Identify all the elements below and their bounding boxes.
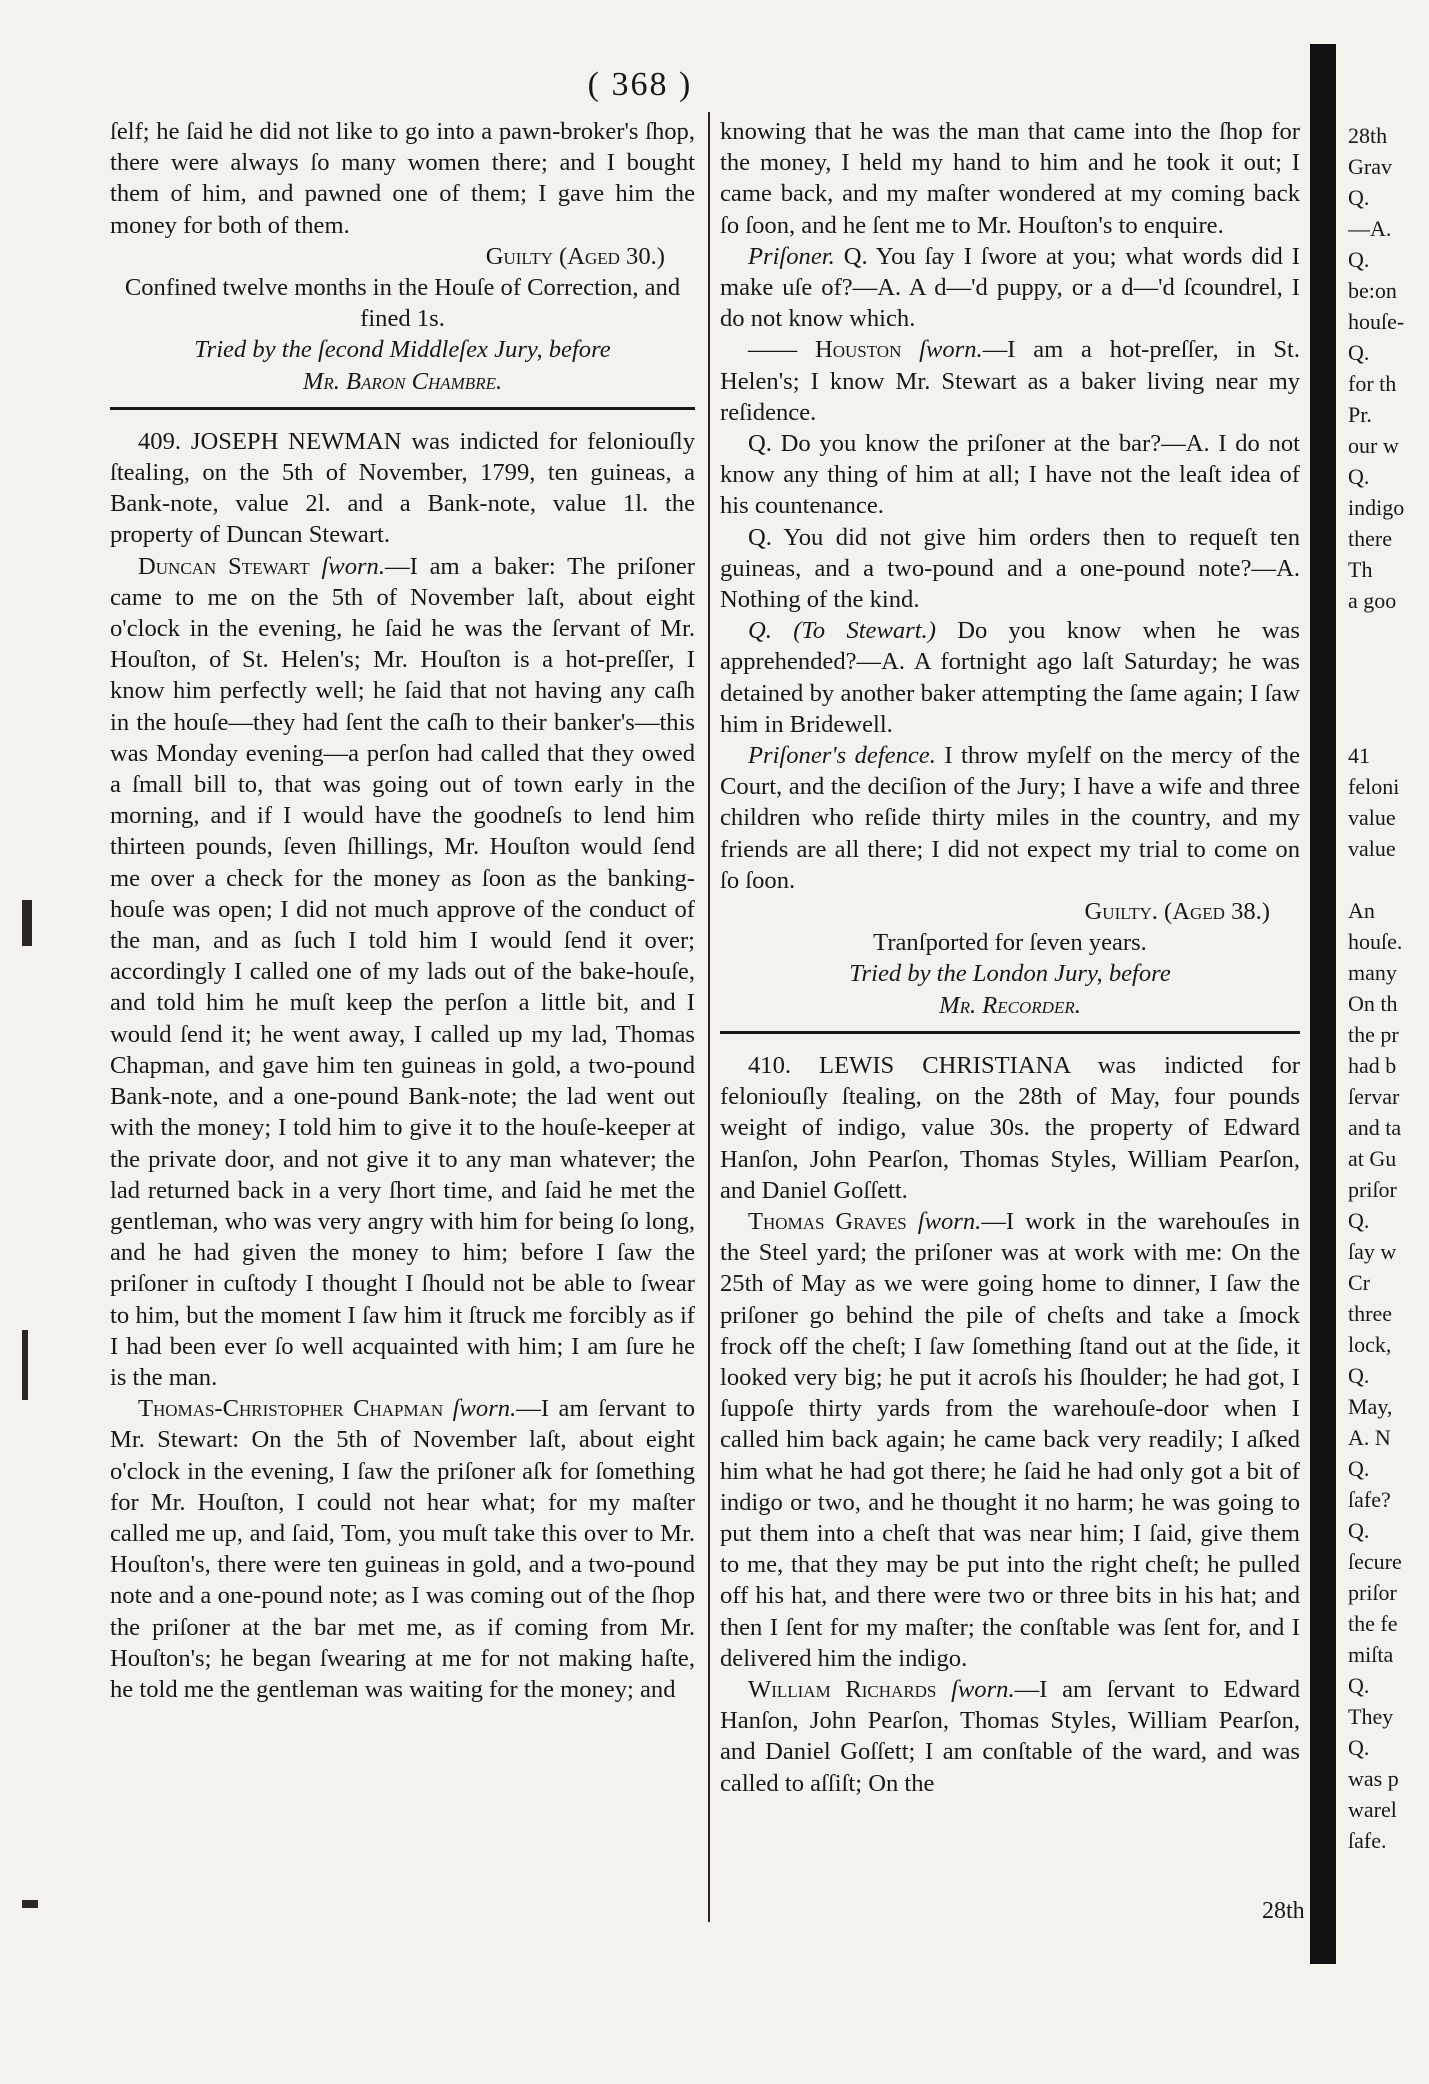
verdict: Guilty. (Aged 38.) [1084,898,1270,926]
defence-text: I throw myſelf on the mercy of the Court, and the deciſion of the Jury; I have a wife and three children who reſide thirty miles in the country, and my friends are all there; I did not expect my trial to come on ſo ſoon. [720,742,1300,894]
bleed-fragment: at Gu [1348,1146,1397,1171]
paragraph: knowing that he was the man that came into the ſhop for the money, I held my hand to him and he took it out; I came back, and my maſter wondered at my coming back ſo ſoon, and he ſent me to Mr. Houſton's to enquire. [720,118,1300,239]
bleed-fragment: Pr. [1348,402,1372,427]
bleed-fragment: feloni [1348,774,1400,799]
bleed-fragment: miſta [1348,1642,1394,1667]
testimony-text: —I am ſervant to Mr. Stewart: On the 5th of November laſt, about eight o'clock in the evening, I ſaw the priſoner aſk for ſomething for Mr. Houſton, I could not hear what; for my maſter called me up, and ſaid, Tom, you muſt take this over to Mr. Houſton's, there were ten guineas in gold, and a two-pound note and a one-pound note; as I was coming out of the ſhop the priſoner at the bar met me, as if coming from Mr. Houſton's; he began ſwearing at me for not making haſte, he told me the gentleman was waiting for the money; and [110,1395,695,1703]
speaker-label: Q. (To Stewart.) [748,617,936,645]
judge: Mr. Baron Chambre. [302,367,503,395]
trial-note: Tried by the London Jury, before [849,960,1171,988]
bleed-fragment: priſor [1348,1580,1397,1605]
bleed-fragment: Q. [1348,1456,1370,1481]
bleed-fragment: Q. [1348,340,1370,365]
right-column [720,116,1300,1799]
bleed-fragment: Q. [1348,185,1370,210]
bleed-fragment [1348,616,1428,647]
question-text: Do you know when he was apprehended?—A. A fortnight ago laſt Saturday; he was detained by another baker attempting the ſame again; I ſaw him in Bridewell. [720,617,1300,738]
bleed-fragment: be:on [1348,278,1397,303]
bleed-fragment: warel [1348,1797,1397,1822]
judge: Mr. Recorder. [939,991,1081,1019]
testimony [720,334,1300,428]
witness-name: Thomas-Christopher Chapman [138,1395,444,1423]
bleed-fragment: On th [1348,991,1398,1016]
bleed-fragment: our w [1348,433,1399,458]
bleed-fragment: An [1348,898,1375,923]
testimony [720,1674,1300,1799]
bleed-fragment: Q. [1348,1518,1370,1543]
catchword: 28th [1262,1898,1305,1924]
bleed-fragment [1348,864,1428,895]
bleed-fragment: the pr [1348,1022,1399,1047]
verdict: Guilty (Aged 30.) [485,242,665,270]
bleed-fragment: Q. [1348,1208,1370,1233]
sworn-label: ſworn. [951,1675,1015,1703]
testimony [110,551,695,1393]
bleed-fragment: ſecure [1348,1549,1402,1574]
bleed-fragment: Q. [1348,1363,1370,1388]
bleed-fragment: Grav [1348,154,1392,179]
page-edge-shadow [1310,44,1336,1964]
bleed-fragment: They [1348,1704,1394,1729]
bleed-fragment: houſe. [1348,929,1403,954]
bleed-fragment: had b [1348,1053,1397,1078]
bleed-fragment: Th [1348,557,1373,582]
bleed-fragment: the fe [1348,1611,1398,1636]
bleed-fragment: ſay w [1348,1239,1397,1264]
bleed-fragment: 28th [1348,123,1388,148]
margin-speck [22,1330,28,1400]
case-heading: 410. LEWIS CHRISTIANA was indicted for feloniouſly ſtealing, on the 28th of May, four pounds weight of indigo, value 30s. the property of Edward Hanſon, John Pearſon, Thomas Styles, William Pearſon, and Daniel Goſſett. [720,1051,1300,1204]
testimony [110,1393,695,1705]
bleed-fragment [1348,678,1428,709]
witness-name: William Richards [748,1675,937,1703]
witness-name: Thomas Graves [748,1207,907,1235]
bleed-fragment: —A. [1348,216,1392,241]
bleed-fragment: Q. [1348,1673,1370,1698]
bleed-fragment: Q. [1348,247,1370,272]
bleed-fragment: A. N [1348,1425,1391,1450]
section-rule [720,1031,1300,1034]
witness-name: —— Houston [748,336,902,364]
sworn-label: ſworn. [919,336,983,364]
page-number: ( 368 ) [587,66,693,103]
testimony [720,1206,1300,1674]
bleed-fragment: value [1348,836,1396,861]
margin-speck [22,900,32,946]
paragraph: ſelf; he ſaid he did not like to go into a pawn-broker's ſhop, there were always ſo many women there; and I bought them of him, and pawned one of them; I gave him the money for both of them. [110,118,695,239]
bleed-fragment: many [1348,960,1397,985]
left-column [110,116,695,1705]
bleed-fragment: ſafe. [1348,1828,1387,1853]
witness-name: Duncan Stewart [138,552,310,580]
bleed-fragment [1348,709,1428,740]
bleed-fragment: was p [1348,1766,1399,1791]
column-divider [708,112,710,1922]
question-text: Q. You ſay I ſwore at you; what words did I make uſe of?—A. A d—'d puppy, or a d—'d ſcoundrel, I do not know which. [720,242,1300,333]
testimony [720,241,1300,335]
defence [720,740,1300,896]
sworn-label: ſworn. [321,552,386,580]
speaker-label: Priſoner. [748,242,835,270]
testimony-text: —I am a baker: The priſoner came to me on the 5th of November laſt, about eight o'clock in the evening, he ſaid he was the ſervant of Mr. Houſton, of St. Helen's; Mr. Houſton is a hot-preſſer, I know him perfectly well; he ſaid that not having any caſh in the houſe—they had ſent the caſh to their banker's—this was Monday evening—a perſon had called that they owed a ſmall bill to, that was going out of town early in the morning, and if I would have the goodneſs to lend him thirteen pounds, ſeven ſhillings, Mr. Houſton would ſend me over a check for the money as ſoon as the banking-houſe was open; I did not much approve of the conduct of the man, and as ſuch I told him I would ſend it over; accordingly I called one of my lads out of the bake-houſe, and told him he muſt keep the perſon a little bit, and I would ſend it; he went away, I called up my lad, Thomas Chapman, and gave him ten guineas in gold, a two-pound Bank-note, and a one-pound Bank-note; the lad went out with the money; I told him to give it to the houſe-keeper at the private door, and not give it to any man whatever; the lad returned back in a very ſhort time, and ſaid he met the gentleman, who was very angry with him for being ſo long, and he had given the money to him; before I ſaw the priſoner in cuſtody I thought I ſhould not be able to ſwear to him, but the moment I ſaw him it ſtruck me forcibly as if I had been ever ſo well acquainted with him; I am ſure he is the man. [110,552,695,1391]
bleed-fragment: Q. [1348,1735,1370,1760]
testimony [720,615,1300,740]
question: Q. You did not give him orders then to requeſt ten guineas, and a two-pound and a one-pound note?—A. Nothing of the kind. [720,523,1300,614]
speaker-label: Priſoner's defence. [748,742,936,770]
bleed-fragment: Cr [1348,1270,1370,1295]
bleed-fragment: ſafe? [1348,1487,1391,1512]
section-rule [110,407,695,410]
sworn-label: ſworn. [917,1207,982,1235]
bleed-fragment: May, [1348,1394,1393,1419]
margin-speck [22,1900,38,1908]
bleed-fragment: lock, [1348,1332,1392,1357]
bleed-fragment: there [1348,526,1392,551]
bleed-fragment [1348,647,1428,678]
bleed-fragment: for th [1348,371,1397,396]
bleed-fragment: a goo [1348,588,1397,613]
bleed-fragment: indigo [1348,495,1405,520]
testimony-text: —I am ſervant to Edward Hanſon, John Pearſon, Thomas Styles, William Pearſon, and Daniel Goſſett; I am conſtable of the ward, and was called to aſſiſt; On the [720,1675,1300,1797]
bleed-fragment: houſe- [1348,309,1405,334]
trial-note: Tried by the ſecond Middleſex Jury, before [194,336,611,364]
testimony-text: —I work in the warehouſes in the Steel yard; the priſoner was at work with me: On the 25th of May as we were going home to dinner, I ſaw the priſoner go behind the pile of cheſts and take a ſmock frock off the cheſt; I ſaw ſomething ſtand out at the ſide, it looked very big; he put it acroſs his ſhoulder; he had got, I ſuppoſe thirty yards from the warehouſe-door when I called him back again; he came back very readily; I aſked him what he had got there; he ſaid he had only got a bit of indigo or two, and he thought it no harm; he was going to put them into a cheſt that was near him; I ſaid, give them to me, that they may be put into the right cheſt; he pulled off his hat, and there were two or three bits in his hat; and then I ſent for my maſter; the conſtable was ſent for, and I delivered him the indigo. [720,1207,1301,1672]
testimony-text: —I am a hot-preſſer, in St. Helen's; I know Mr. Stewart as a baker living near my reſidence. [720,336,1300,426]
case-heading: 409. JOSEPH NEWMAN was indicted for feloniouſly ſtealing, on the 5th of November, 1799, ten guineas, a Bank-note, value 2l. and a Bank-note, value 1l. the property of Duncan Stewart. [110,427,695,549]
question: Q. Do you know the priſoner at the bar?—A. I do not know any thing of him at all; I have not the leaſt idea of his countenance. [720,430,1300,520]
bleed-fragment: value [1348,805,1396,830]
bleed-fragment: and ta [1348,1115,1402,1140]
bleed-fragment: 41 [1348,743,1370,768]
sworn-label: ſworn. [452,1395,517,1423]
sentence: Confined twelve months in the Houſe of Correction, and fined 1s. [124,274,681,333]
next-page-bleed [1348,120,1428,1856]
bleed-fragment: Q. [1348,464,1370,489]
sentence: Tranſported for ſeven years. [873,929,1147,957]
bleed-fragment: ſervar [1348,1084,1400,1109]
bleed-fragment: three [1348,1301,1392,1326]
bleed-fragment: priſor [1348,1177,1397,1202]
